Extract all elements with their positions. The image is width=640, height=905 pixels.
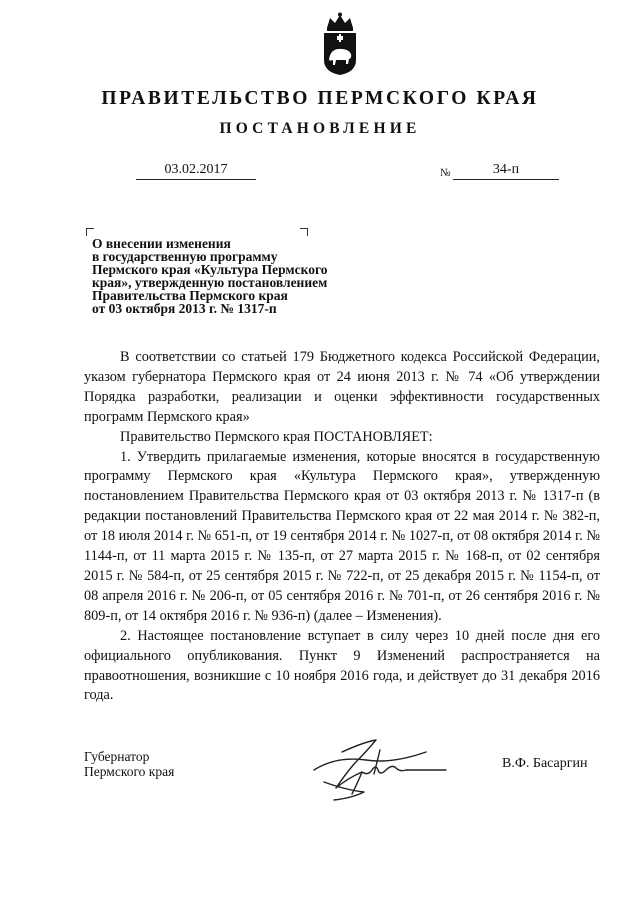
- coat-of-arms-icon: [318, 12, 362, 76]
- position-line: Пермского края: [84, 764, 175, 779]
- signatory-name: В.Ф. Басаргин: [502, 756, 588, 771]
- subject-line: в государственную программу: [92, 249, 278, 264]
- document-type: ПОСТАНОВЛЕНИЕ: [219, 120, 421, 137]
- subject-line: от 03 октября 2013 г. № 1317-п: [92, 301, 277, 316]
- subject-corner-left: [86, 228, 94, 236]
- body-paragraph-item-1: 1. Утвердить прилагаемые изменения, которые вносятся в государственную программу Пермского края «Культура Пермского края», утвержденную постановлением Правительства Пермского края от 03 октября 2013 г. № 1317-п (в редакции постановлений Правительства Пермского края от 22 мая 2014 г. № 382-п, от 18 июля 2014 г. № 651-п, от 19 сентября 2014 г. № 1027-п, от 08 октября 2014 г. № 1144-п, от 11 марта 2015 г. № 135-п, от 27 марта 2015 г. № 168-п, от 02 сентября 2015 г. № 584-п, от 25 сентября 2015 г. № 722-п, от 25 декабря 2015 г. № 1154-п, от 08 апреля 2016 г. № 206-п, от 05 сентября 2016 г. № 701-п, от 26 сентября 2016 г. № 809-п, от 14 октября 2016 г. № 936-п) (далее – Изменения).: [84, 448, 600, 624]
- subject-line: края», утвержденную постановлением: [92, 275, 328, 290]
- body-paragraph-preamble: В соответствии со статьей 179 Бюджетного кодекса Российской Федерации, указом губернатора Пермского края от 24 июня 2013 г. № 74 «Об утверждении Порядка разработки, реализации и оценки эффективности государственных программ Пермского края»: [84, 349, 600, 425]
- document-number: 34-п: [453, 162, 559, 180]
- document-date: 03.02.2017: [136, 162, 256, 180]
- document-subject: [92, 237, 392, 315]
- government-title: ПРАВИТЕЛЬСТВО ПЕРМСКОГО КРАЯ: [101, 88, 539, 109]
- subject-line: Пермского края «Культура Пермского: [92, 262, 328, 277]
- subject-line: О внесении изменения: [92, 236, 231, 251]
- number-sign: №: [440, 167, 451, 179]
- body-paragraph-resolves: Правительство Пермского края ПОСТАНОВЛЯЕТ:: [120, 428, 433, 445]
- signatory-position: [84, 749, 174, 779]
- subject-line: Правительства Пермского края: [92, 288, 288, 303]
- handwritten-signature-icon: [306, 730, 456, 805]
- document-body: [84, 348, 600, 706]
- subject-corner-right: [300, 228, 308, 236]
- body-paragraph-item-2: 2. Настоящее постановление вступает в силу через 10 дней после дня его официального опубликования. Пункт 9 Изменений распространяется на правоотношения, возникшие с 10 ноября 2016 года, и действует до 31 декабря 2016 года.: [84, 627, 600, 704]
- position-line: Губернатор: [84, 749, 150, 764]
